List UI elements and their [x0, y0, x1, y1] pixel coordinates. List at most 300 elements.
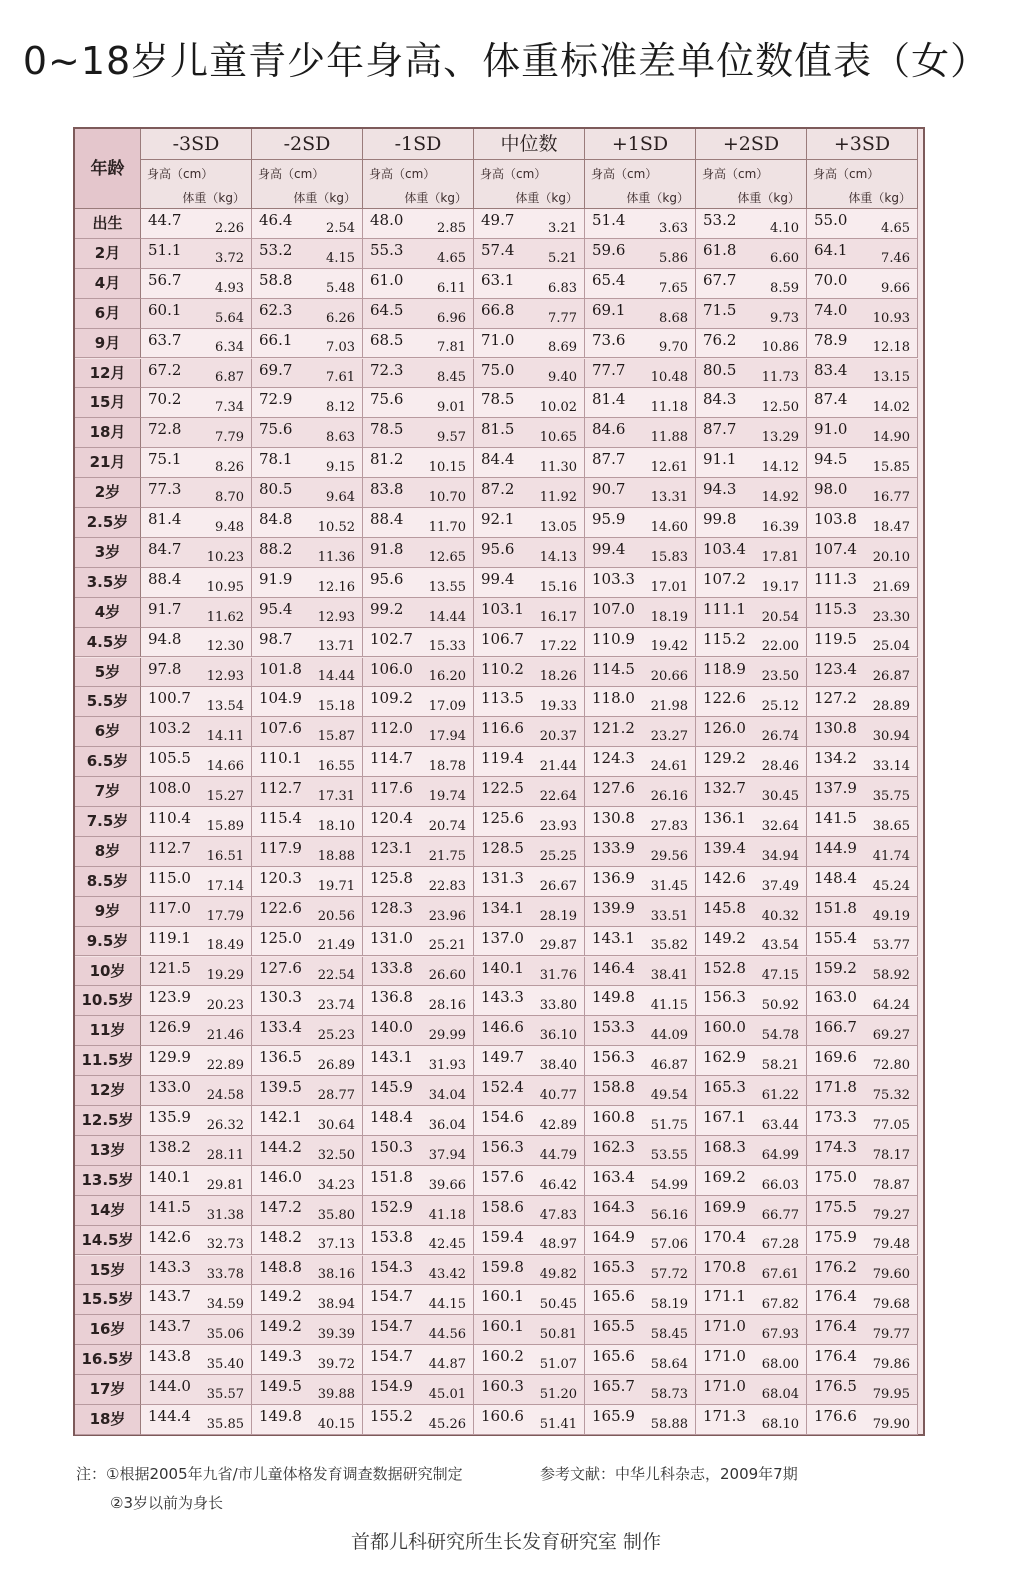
- data-cell: [252, 927, 363, 957]
- weight-value: 14.92: [761, 489, 799, 505]
- height-value: 143.1: [592, 928, 635, 947]
- weight-value: 16.17: [539, 609, 577, 625]
- height-value: 149.8: [592, 988, 635, 1007]
- data-cell: [363, 1136, 474, 1166]
- weight-value: 12.93: [317, 609, 355, 625]
- data-cell: [696, 1106, 807, 1136]
- weight-value: 19.33: [539, 699, 577, 715]
- data-cell: [585, 897, 696, 927]
- weight-value: 51.07: [539, 1357, 577, 1373]
- data-cell: [585, 1405, 696, 1435]
- height-value: 154.7: [370, 1287, 413, 1306]
- data-cell: [696, 1345, 807, 1375]
- weight-value: 15.87: [317, 729, 355, 745]
- weight-value: 49.82: [539, 1267, 577, 1283]
- weight-sublabel: 体重（kg）: [626, 191, 689, 205]
- weight-value: 6.26: [326, 310, 355, 326]
- weight-value: 29.99: [428, 1028, 466, 1044]
- weight-value: 40.77: [539, 1087, 577, 1103]
- height-value: 103.8: [814, 510, 857, 528]
- height-value: 103.2: [148, 719, 191, 738]
- weight-value: 30.94: [872, 729, 910, 745]
- data-cell: [363, 1226, 474, 1256]
- weight-value: 35.82: [650, 938, 688, 954]
- height-value: 132.7: [703, 779, 746, 798]
- data-cell: [807, 1375, 918, 1405]
- data-cell: [807, 927, 918, 957]
- footnote-1: 注：①根据2005年九省/市儿童体格发育调查数据研究制定: [76, 1465, 463, 1483]
- height-value: 109.2: [370, 689, 413, 708]
- sd-column-label: +3SD: [807, 129, 917, 160]
- data-cell: [363, 1076, 474, 1106]
- height-value: 119.1: [148, 928, 191, 947]
- height-value: 70.0: [814, 270, 848, 289]
- weight-value: 20.66: [650, 669, 688, 685]
- height-value: 103.3: [592, 569, 635, 588]
- data-cell: [585, 1226, 696, 1256]
- height-value: 131.3: [481, 868, 524, 887]
- weight-value: 17.09: [428, 699, 466, 715]
- weight-value: 20.54: [761, 609, 799, 625]
- weight-value: 8.68: [659, 310, 688, 326]
- height-value: 174.3: [814, 1137, 857, 1156]
- data-cell: [807, 418, 918, 448]
- data-cell: [474, 1405, 585, 1435]
- height-value: 121.2: [592, 719, 635, 738]
- height-value: 163.0: [814, 988, 857, 1007]
- height-value: 165.3: [703, 1078, 746, 1097]
- height-value: 117.0: [148, 898, 191, 917]
- weight-sublabel: 体重（kg）: [293, 191, 356, 205]
- height-value: 151.8: [370, 1167, 413, 1186]
- data-cell: [252, 807, 363, 837]
- age-cell: 5.5岁: [75, 687, 141, 717]
- data-cell: [141, 329, 252, 359]
- data-cell: [252, 717, 363, 747]
- data-cell: [474, 957, 585, 987]
- height-value: 110.1: [259, 749, 302, 768]
- weight-value: 33.14: [872, 759, 910, 775]
- height-value: 75.6: [370, 390, 404, 409]
- height-value: 155.4: [814, 928, 857, 947]
- height-value: 136.9: [592, 868, 635, 887]
- weight-value: 10.70: [428, 489, 466, 505]
- height-sublabel: 身高（cm）: [591, 167, 658, 181]
- weight-value: 7.61: [326, 370, 355, 386]
- data-cell: [363, 717, 474, 747]
- data-cell: [696, 478, 807, 508]
- data-cell: [696, 329, 807, 359]
- weight-value: 22.83: [428, 878, 466, 894]
- weight-value: 16.55: [317, 759, 355, 775]
- weight-value: 45.24: [872, 878, 910, 894]
- data-cell: [696, 388, 807, 418]
- age-cell: 14岁: [75, 1196, 141, 1226]
- height-value: 141.5: [814, 809, 857, 827]
- height-value: 164.3: [592, 1197, 635, 1216]
- height-value: 123.9: [148, 988, 191, 1007]
- height-value: 88.2: [259, 539, 293, 558]
- height-value: 148.2: [259, 1227, 302, 1246]
- weight-value: 31.76: [539, 968, 577, 984]
- height-value: 139.9: [592, 898, 635, 917]
- height-value: 90.7: [592, 480, 626, 499]
- data-cell: [585, 747, 696, 777]
- data-cell: [141, 448, 252, 478]
- weight-value: 15.18: [317, 699, 355, 715]
- sd-column-header: [696, 129, 807, 209]
- height-value: 73.6: [592, 330, 626, 349]
- weight-value: 20.23: [206, 998, 244, 1014]
- weight-value: 54.99: [650, 1177, 688, 1193]
- weight-value: 21.46: [206, 1028, 244, 1044]
- weight-value: 8.63: [326, 430, 355, 446]
- height-value: 53.2: [259, 240, 293, 259]
- data-cell: [252, 269, 363, 299]
- height-value: 83.4: [814, 360, 848, 379]
- height-value: 171.0: [703, 1317, 746, 1336]
- height-value: 149.2: [259, 1317, 302, 1336]
- sd-column-label: +1SD: [585, 129, 695, 160]
- height-value: 84.3: [703, 390, 737, 409]
- data-cell: [252, 418, 363, 448]
- weight-value: 5.48: [326, 280, 355, 296]
- height-value: 154.6: [481, 1108, 524, 1126]
- height-value: 140.0: [370, 1018, 413, 1037]
- data-cell: [252, 1136, 363, 1166]
- data-cell: [141, 777, 252, 807]
- weight-value: 49.19: [872, 908, 910, 924]
- data-cell: [252, 598, 363, 628]
- age-cell: 15岁: [75, 1256, 141, 1286]
- data-cell: [585, 299, 696, 329]
- height-value: 76.2: [703, 330, 737, 349]
- height-value: 72.3: [370, 360, 404, 379]
- data-cell: [585, 957, 696, 987]
- data-cell: [696, 957, 807, 987]
- sd-column-header: [474, 129, 585, 209]
- weight-value: 20.56: [317, 908, 355, 924]
- height-value: 107.6: [259, 719, 302, 738]
- weight-value: 67.93: [761, 1327, 799, 1343]
- height-value: 149.3: [259, 1347, 302, 1366]
- weight-value: 39.88: [317, 1386, 355, 1402]
- weight-value: 18.47: [872, 519, 910, 535]
- data-cell: [474, 538, 585, 568]
- weight-value: 10.65: [539, 430, 577, 446]
- weight-value: 15.33: [428, 639, 466, 655]
- data-cell: [474, 598, 585, 628]
- weight-value: 12.61: [650, 460, 688, 476]
- data-cell: [474, 1285, 585, 1315]
- weight-value: 41.15: [650, 998, 688, 1014]
- data-cell: [141, 1315, 252, 1345]
- height-value: 87.2: [481, 480, 515, 499]
- weight-value: 12.30: [206, 639, 244, 655]
- data-cell: [363, 957, 474, 987]
- weight-value: 17.79: [206, 908, 244, 924]
- height-value: 84.8: [259, 510, 293, 528]
- data-cell: [474, 1256, 585, 1286]
- data-cell: [252, 628, 363, 658]
- data-cell: [585, 867, 696, 897]
- data-cell: [474, 897, 585, 927]
- data-cell: [807, 1076, 918, 1106]
- weight-value: 23.96: [428, 908, 466, 924]
- data-cell: [474, 1315, 585, 1345]
- weight-value: 58.73: [650, 1386, 688, 1402]
- weight-value: 47.83: [539, 1207, 577, 1223]
- age-cell: 9岁: [75, 897, 141, 927]
- weight-value: 11.36: [317, 549, 355, 565]
- weight-value: 44.09: [650, 1028, 688, 1044]
- height-value: 68.5: [370, 330, 404, 349]
- data-cell: [696, 927, 807, 957]
- weight-value: 19.74: [428, 788, 466, 804]
- data-cell: [807, 508, 918, 538]
- weight-value: 42.89: [539, 1117, 577, 1133]
- height-value: 167.1: [703, 1108, 746, 1126]
- height-value: 119.4: [481, 749, 524, 768]
- height-value: 71.0: [481, 330, 515, 349]
- data-cell: [363, 1375, 474, 1405]
- data-cell: [252, 508, 363, 538]
- weight-value: 66.03: [761, 1177, 799, 1193]
- data-cell: [363, 359, 474, 389]
- height-value: 114.5: [592, 659, 635, 678]
- data-cell: [585, 269, 696, 299]
- weight-value: 47.15: [761, 968, 799, 984]
- weight-value: 63.44: [761, 1117, 799, 1133]
- height-value: 150.3: [370, 1137, 413, 1156]
- data-cell: [474, 1196, 585, 1226]
- data-cell: [141, 1166, 252, 1196]
- height-value: 143.8: [148, 1347, 191, 1366]
- weight-value: 78.17: [872, 1147, 910, 1163]
- height-sublabel: 身高（cm）: [369, 167, 436, 181]
- height-value: 160.6: [481, 1407, 524, 1425]
- data-cell: [363, 807, 474, 837]
- height-value: 84.7: [148, 539, 182, 558]
- data-cell: [807, 1256, 918, 1286]
- height-value: 171.3: [703, 1407, 746, 1425]
- weight-value: 20.74: [428, 818, 466, 834]
- data-cell: [585, 986, 696, 1016]
- height-value: 137.0: [481, 928, 524, 947]
- data-cell: [807, 986, 918, 1016]
- data-cell: [141, 388, 252, 418]
- height-value: 143.7: [148, 1287, 191, 1306]
- weight-value: 19.42: [650, 639, 688, 655]
- height-value: 159.8: [481, 1257, 524, 1276]
- weight-value: 13.05: [539, 519, 577, 535]
- weight-value: 58.64: [650, 1357, 688, 1373]
- height-value: 72.9: [259, 390, 293, 409]
- height-value: 149.5: [259, 1377, 302, 1396]
- weight-value: 25.23: [317, 1028, 355, 1044]
- height-value: 67.2: [148, 360, 182, 379]
- data-cell: [474, 329, 585, 359]
- weight-value: 13.55: [428, 579, 466, 595]
- weight-value: 28.16: [428, 998, 466, 1014]
- data-cell: [807, 658, 918, 688]
- height-value: 144.2: [259, 1137, 302, 1156]
- weight-value: 44.79: [539, 1147, 577, 1163]
- height-value: 160.8: [592, 1108, 635, 1126]
- data-cell: [696, 598, 807, 628]
- data-cell: [363, 1016, 474, 1046]
- height-value: 70.2: [148, 390, 182, 409]
- height-value: 175.5: [814, 1197, 857, 1216]
- age-cell: 14.5岁: [75, 1226, 141, 1256]
- data-cell: [474, 418, 585, 448]
- data-cell: [696, 209, 807, 239]
- weight-sublabel: 体重（kg）: [515, 191, 578, 205]
- height-value: 136.5: [259, 1048, 302, 1067]
- weight-value: 17.01: [650, 579, 688, 595]
- height-value: 160.3: [481, 1377, 524, 1396]
- data-cell: [363, 747, 474, 777]
- data-cell: [696, 717, 807, 747]
- data-cell: [363, 209, 474, 239]
- weight-value: 26.74: [761, 729, 799, 745]
- height-value: 55.0: [814, 211, 848, 229]
- data-cell: [585, 388, 696, 418]
- weight-value: 29.56: [650, 848, 688, 864]
- height-value: 142.6: [148, 1227, 191, 1246]
- height-value: 91.1: [703, 450, 737, 469]
- height-value: 126.0: [703, 719, 746, 738]
- height-value: 136.1: [703, 809, 746, 827]
- height-value: 143.7: [148, 1317, 191, 1336]
- height-value: 144.0: [148, 1377, 191, 1396]
- height-value: 143.1: [370, 1048, 413, 1067]
- data-cell: [474, 1166, 585, 1196]
- weight-value: 19.17: [761, 579, 799, 595]
- data-cell: [141, 1196, 252, 1226]
- height-value: 169.9: [703, 1197, 746, 1216]
- weight-value: 9.57: [437, 430, 466, 446]
- data-cell: [252, 299, 363, 329]
- data-cell: [696, 568, 807, 598]
- data-cell: [807, 1106, 918, 1136]
- weight-value: 45.26: [428, 1416, 466, 1432]
- height-value: 139.4: [703, 838, 746, 857]
- data-cell: [252, 448, 363, 478]
- height-value: 152.8: [703, 958, 746, 977]
- weight-value: 79.90: [872, 1416, 910, 1432]
- data-cell: [696, 1016, 807, 1046]
- data-cell: [696, 1256, 807, 1286]
- height-value: 120.3: [259, 868, 302, 887]
- weight-value: 79.27: [872, 1207, 910, 1223]
- weight-value: 79.48: [872, 1237, 910, 1253]
- weight-value: 17.22: [539, 639, 577, 655]
- data-cell: [474, 1345, 585, 1375]
- weight-value: 11.92: [539, 489, 577, 505]
- height-value: 165.6: [592, 1347, 635, 1366]
- data-cell: [474, 717, 585, 747]
- height-value: 160.2: [481, 1347, 524, 1366]
- height-value: 171.0: [703, 1377, 746, 1396]
- height-value: 69.1: [592, 300, 626, 319]
- height-value: 175.9: [814, 1227, 857, 1246]
- weight-value: 66.77: [761, 1207, 799, 1223]
- height-value: 46.4: [259, 211, 293, 229]
- height-value: 118.0: [592, 689, 635, 708]
- weight-value: 14.44: [317, 669, 355, 685]
- sd-table: [73, 127, 925, 1436]
- sd-column-header: [141, 129, 252, 209]
- weight-value: 19.29: [206, 968, 244, 984]
- weight-value: 67.28: [761, 1237, 799, 1253]
- data-cell: [141, 1256, 252, 1286]
- data-cell: [474, 269, 585, 299]
- data-cell: [141, 986, 252, 1016]
- weight-value: 79.95: [872, 1386, 910, 1402]
- data-cell: [807, 1196, 918, 1226]
- weight-value: 42.45: [428, 1237, 466, 1253]
- weight-value: 10.93: [872, 310, 910, 326]
- weight-value: 57.72: [650, 1267, 688, 1283]
- height-sublabel: 身高（cm）: [147, 167, 214, 181]
- weight-value: 25.25: [539, 848, 577, 864]
- weight-value: 35.40: [206, 1357, 244, 1373]
- height-value: 95.6: [481, 539, 515, 558]
- height-value: 63.1: [481, 270, 515, 289]
- weight-value: 10.52: [317, 519, 355, 535]
- data-cell: [585, 807, 696, 837]
- data-cell: [696, 658, 807, 688]
- data-cell: [585, 538, 696, 568]
- height-value: 66.1: [259, 330, 293, 349]
- data-cell: [141, 628, 252, 658]
- weight-value: 43.54: [761, 938, 799, 954]
- height-value: 80.5: [703, 360, 737, 379]
- weight-value: 3.21: [548, 220, 577, 236]
- height-value: 123.1: [370, 838, 413, 857]
- data-cell: [474, 1076, 585, 1106]
- data-cell: [474, 508, 585, 538]
- height-value: 101.8: [259, 659, 302, 678]
- height-value: 122.5: [481, 779, 524, 798]
- height-value: 80.5: [259, 480, 293, 499]
- height-value: 160.0: [703, 1018, 746, 1037]
- age-cell: 4岁: [75, 598, 141, 628]
- height-value: 98.7: [259, 629, 293, 648]
- height-value: 160.1: [481, 1287, 524, 1306]
- weight-value: 4.10: [770, 220, 799, 236]
- height-value: 51.4: [592, 211, 626, 229]
- height-value: 81.4: [148, 510, 182, 528]
- height-value: 170.8: [703, 1257, 746, 1276]
- weight-value: 79.60: [872, 1267, 910, 1283]
- data-cell: [363, 299, 474, 329]
- height-value: 148.4: [814, 868, 857, 887]
- weight-value: 68.00: [761, 1357, 799, 1373]
- height-value: 169.6: [814, 1048, 857, 1067]
- weight-value: 20.10: [872, 549, 910, 565]
- data-cell: [474, 359, 585, 389]
- weight-value: 50.45: [539, 1297, 577, 1313]
- age-cell: 17岁: [75, 1375, 141, 1405]
- data-cell: [585, 1285, 696, 1315]
- height-value: 99.4: [592, 539, 626, 558]
- weight-value: 58.92: [872, 968, 910, 984]
- weight-value: 18.26: [539, 669, 577, 685]
- weight-value: 38.65: [872, 818, 910, 834]
- weight-value: 26.87: [872, 669, 910, 685]
